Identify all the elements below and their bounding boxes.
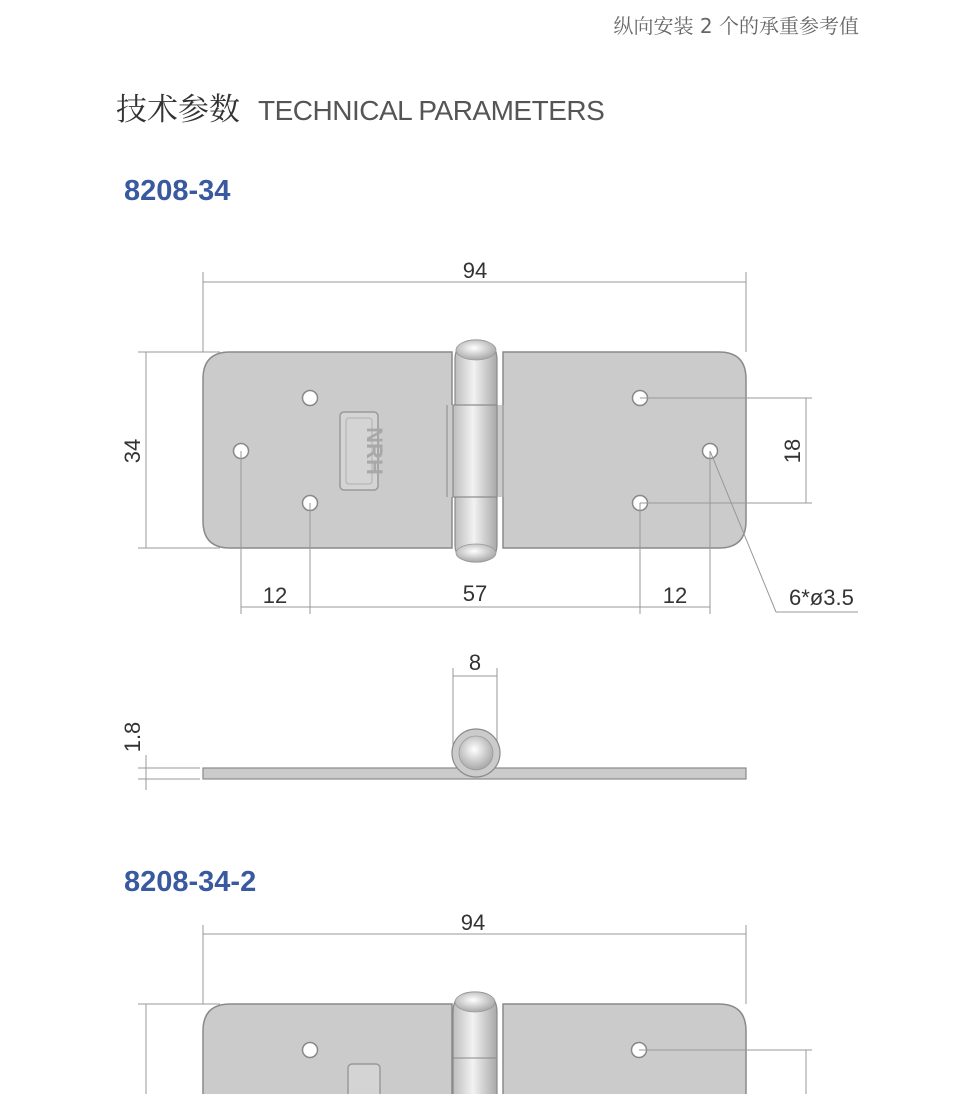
logo-stamp-2 — [348, 1064, 380, 1094]
dim-margin-left-label: 12 — [262, 583, 288, 608]
top-note: 纵向安装 2 个的承重参考值 — [613, 14, 859, 38]
plate-left-2 — [203, 1004, 452, 1094]
dim-margin-right-label: 12 — [662, 583, 688, 608]
dim-width-label: 94 — [462, 258, 488, 283]
dim-height-label: 34 — [120, 438, 145, 464]
model-title-1: 8208-34 — [124, 175, 231, 207]
hinge-knuckle — [445, 340, 505, 562]
section-title-zh: 技术参数 — [116, 92, 240, 128]
dim-hole-vertical-label: 18 — [780, 438, 805, 464]
dim-thickness-label: 1.8 — [120, 721, 145, 753]
section-title — [116, 84, 604, 129]
dim-center-label: 57 — [462, 581, 488, 606]
hinge-knuckle-2 — [453, 992, 497, 1094]
side-view — [203, 729, 746, 779]
logo-text: NRH — [362, 427, 387, 475]
hole — [303, 1043, 318, 1058]
model-title-2: 8208-34-2 — [124, 866, 257, 898]
section-title-en: TECHNICAL PARAMETERS — [258, 95, 605, 126]
dim-holes-label: 6*ø3.5 — [789, 585, 854, 610]
dim-thickness — [138, 755, 200, 790]
drawing-8208-34-2 — [0, 900, 960, 1094]
hole — [303, 391, 318, 406]
drawing-8208-34 — [0, 240, 960, 800]
dim-width-2-label: 94 — [460, 910, 486, 935]
plate-right-2 — [503, 1004, 746, 1094]
dim-knuckle-label: 8 — [468, 650, 482, 675]
